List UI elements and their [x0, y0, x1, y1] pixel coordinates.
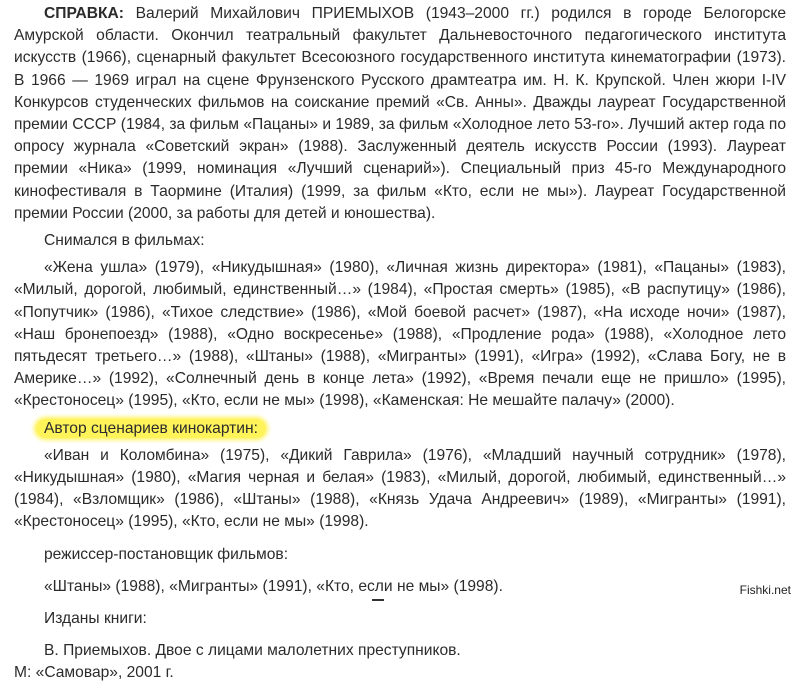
screenplays-heading-line — [14, 418, 786, 440]
book-publisher-line: М: «Самовар», 2001 г. — [14, 664, 174, 682]
books-heading: Изданы книги: — [44, 610, 147, 628]
watermark-text: Fishki.net — [739, 583, 791, 597]
page-number-fragment — [372, 599, 384, 607]
acted-heading: Снимался в фильмах: — [44, 232, 205, 250]
reference-paragraph — [14, 3, 786, 225]
directed-heading: режиссер-постановщик фильмов: — [44, 545, 289, 563]
screenplays-list: «Иван и Коломбина» (1975), «Дикий Гаврила» (1976), «Младший научный сотрудник» (1978), «Никудышная» (1980), «Магия черная и белая» (1983), «Милый, дорогой, любимый, единственный…» (1984), «Взломщик» (1986), «Штаны» (1988), «Князь Удача Андреевич» (1989), «Мигранты» (1991), «Крестоносец» (1995), «Кто, если не мы» (1998). — [14, 446, 786, 531]
screenplays-heading-highlighted: Автор сценариев кинокартин: — [36, 419, 266, 438]
book-title-line: В. Приемыхов. Двое с лицами малолетних преступников. — [44, 642, 461, 660]
acted-films-list: «Жена ушла» (1979), «Никудышная» (1980), «Личная жизнь директора» (1981), «Пацаны» (1983), «Милый, дорогой, любимый, единственный…» (1984), «Простая смерть» (1985), «В распутицу» (1986), «Попутчик» (1986), «Тихое следствие» (1986), «Мой боевой расчет» (1987), «На исходе ночи» (1987), «Наш бронепоезд» (1988), «Одно воскресенье» (1988), «Продление рода» (1988), «Холодное лето пятьдесят третьего…» (1988), «Штаны» (1988), «Мигранты» (1991), «Игра» (1992), «Слава Богу, не в Америке…» (1992), «Солнечный день в конце лета» (1992), «Время печали еще не пришло» (1995), «Крестоносец» (1995), «Кто, если не мы» (1998), «Каменская: Не мешайте палачу» (2000). — [14, 259, 786, 410]
reference-text: Валерий Михайлович ПРИЕМЫХОВ (1943–2000 гг.) родился в городе Белогорске Амурской области. Окончил театральный факультет Дальневосточного педагогического института искусств (1966), сценарный факультет Всесоюзного государственного института кинематографии (1973). В 1966 — 1969 играл на сцене Фрунзенского Русского драмтеатра им. Н. К. Крупской. Член жюри I-IV Конкурсов студенческих фильмов на соискание премий «Св. Анны». Дважды лауреат Государственной премии СССР (1984, за фильм «Пацаны» и 1989, за фильм «Холодное лето 53-го». Лучший актер года по опросу журнала «Советский экран» (1988). Заслуженный деятель искусств России (1993). Лауреат премии «Ника» (1999, номинация «Лучший сценарий»). Специальный приз 45-го Международного кинофестиваля в Таормине (Италия) (1999, за фильм «Кто, если не мы»). Лауреат Государственной премии России (2000, за работы для детей и юношества). — [14, 5, 786, 222]
reference-label: СПРАВКА: — [44, 5, 124, 22]
directed-list: «Штаны» (1988), «Мигранты» (1991), «Кто, если не мы» (1998). — [44, 577, 503, 595]
document-body — [14, 3, 786, 685]
